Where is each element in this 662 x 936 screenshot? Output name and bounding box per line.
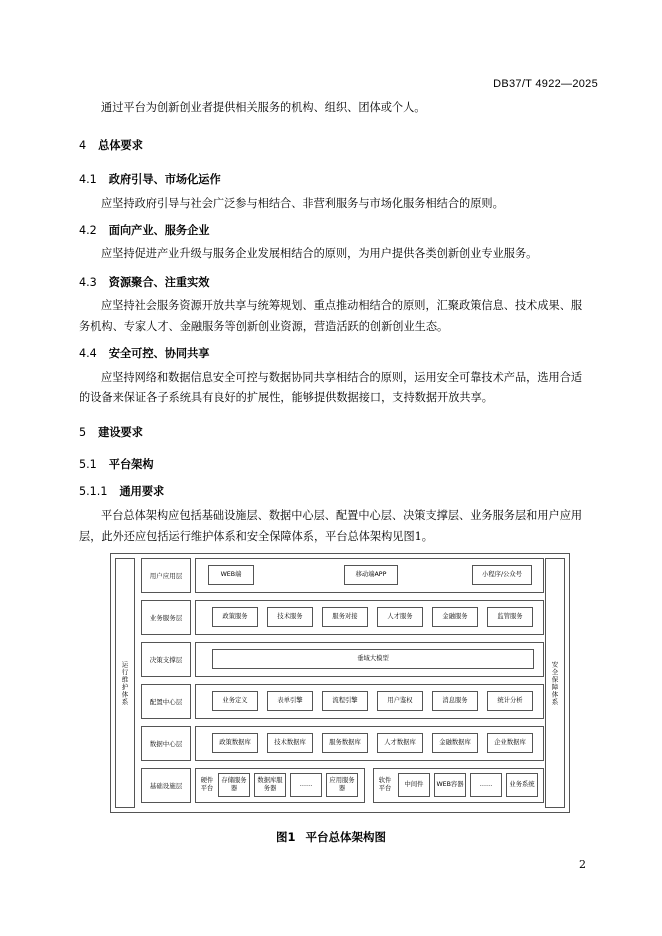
layer-item: 政策数据库: [212, 733, 258, 753]
heading-number: 4.3: [79, 276, 97, 289]
heading-title: 通用要求: [119, 485, 165, 498]
paragraph-4-4-line1: 应坚持网络和数据信息安全可控与数据协同共享相结合的原则，运用安全可靠技术产品，选用合适: [101, 371, 583, 384]
layer-item: ……: [290, 773, 322, 797]
figure-number: 图1: [275, 830, 296, 844]
layer-item: 技术数据库: [267, 733, 313, 753]
heading-4-2: [79, 222, 210, 238]
architecture-diagram: [110, 553, 570, 813]
layer-item: 数据库服务器: [254, 773, 286, 797]
layer-item: 移动端APP: [344, 565, 398, 585]
paragraph-4-1: 应坚持政府引导与社会广泛参与相结合、非营利服务与市场化服务相结合的原则。: [101, 197, 504, 210]
ops-maintenance-system: [115, 558, 135, 808]
layer-item: 企业数据库: [487, 733, 533, 753]
layer-item: 垂域大模型: [212, 649, 534, 669]
security-assurance-label: 安全保障体系: [550, 660, 559, 706]
layer-label-user-app: 用户应用层: [141, 558, 191, 593]
heading-4-4: [79, 345, 210, 361]
layer-decision-support: [195, 642, 544, 677]
paragraph-4-3-line2: 务机构、专家人才、金融服务等创新创业资源，营造活跃的创新创业生态。: [79, 320, 449, 333]
figure-title: 平台总体架构图: [305, 830, 386, 844]
heading-title: 安全可控、协同共享: [108, 347, 210, 360]
layer-label-infrastructure: 基础设施层: [141, 768, 191, 803]
layer-item: 技术服务: [267, 607, 313, 627]
layer-item: 小程序/公众号: [472, 565, 532, 585]
layer-item: 业务系统: [506, 773, 538, 797]
heading-4-3: [79, 274, 210, 290]
ops-maintenance-label: 运行维护体系: [120, 660, 129, 706]
layer-item: 中间件: [398, 773, 430, 797]
paragraph-5-1-1-line1: 平台总体架构应包括基础设施层、数据中心层、配置中心层、决策支撑层、业务服务层和用户应用: [101, 509, 583, 522]
hardware-platform-label: 硬件平台: [200, 777, 214, 792]
layer-label-business-service: 业务服务层: [141, 600, 191, 635]
heading-number: 4.2: [79, 224, 97, 237]
heading-5: [79, 424, 143, 440]
layer-item: 应用服务器: [326, 773, 358, 797]
layer-label-data-center: 数据中心层: [141, 726, 191, 761]
layer-item: 表单引擎: [267, 691, 313, 711]
heading-title: 建设要求: [98, 426, 143, 439]
layer-item: 存储服务器: [218, 773, 250, 797]
paragraph-5-1-1-line2: 层，此外还应包括运行维护体系和安全保障体系，平台总体架构见图1。: [79, 530, 433, 543]
layer-item: 人才数据库: [377, 733, 423, 753]
layer-item: ……: [470, 773, 502, 797]
heading-number: 4.1: [79, 173, 97, 186]
layer-item: 服务对接: [322, 607, 368, 627]
heading-5-1: [79, 456, 154, 472]
software-platform: [373, 768, 544, 803]
software-platform-label: 软件平台: [378, 777, 392, 792]
heading-title: 总体要求: [98, 139, 143, 152]
heading-title: 平台架构: [108, 458, 154, 471]
layer-label-config-center: 配置中心层: [141, 684, 191, 719]
heading-number: 4: [79, 139, 87, 152]
heading-5-1-1: [79, 483, 164, 499]
layer-label-decision-support: 决策支撑层: [141, 642, 191, 677]
layer-user-app: [195, 558, 544, 593]
heading-number: 5: [79, 426, 87, 439]
security-assurance-system: [545, 558, 565, 808]
layer-item: 监管服务: [487, 607, 533, 627]
document-id: DB37/T 4922—2025: [493, 78, 598, 90]
layer-item: 统计分析: [487, 691, 533, 711]
paragraph-4-4-line2: 的设备来保证各子系统具有良好的扩展性，能够提供数据接口，支持数据开放共享。: [79, 391, 493, 404]
hardware-platform: [195, 768, 365, 803]
heading-4: [79, 137, 143, 153]
layer-item: 金融数据库: [432, 733, 478, 753]
figure-caption: [0, 829, 662, 845]
heading-title: 政府引导、市场化运作: [108, 173, 221, 186]
layer-item: WEB容器: [434, 773, 466, 797]
layer-item: 用户鉴权: [377, 691, 423, 711]
layer-item: 政策服务: [212, 607, 258, 627]
layer-item: 服务数据库: [322, 733, 368, 753]
layer-item: WEB端: [208, 565, 254, 585]
heading-number: 5.1: [79, 458, 97, 471]
heading-number: 4.4: [79, 347, 97, 360]
layer-config-center: [195, 684, 544, 719]
paragraph-4-3-line1: 应坚持社会服务资源开放共享与统筹规划、重点推动相结合的原则，汇聚政策信息、技术成果、服: [101, 299, 583, 312]
heading-4-1: [79, 171, 221, 187]
layer-business-service: [195, 600, 544, 635]
heading-number: 5.1.1: [79, 485, 108, 498]
layer-data-center: [195, 726, 544, 761]
heading-title: 资源聚合、注重实效: [108, 276, 210, 289]
layer-item: 流程引擎: [322, 691, 368, 711]
paragraph-4-2: 应坚持促进产业升级与服务企业发展相结合的原则，为用户提供各类创新创业专业服务。: [101, 247, 538, 260]
layer-item: 金融服务: [432, 607, 478, 627]
page-number: 2: [579, 858, 586, 871]
layer-item: 人才服务: [377, 607, 423, 627]
layer-item: 业务定义: [212, 691, 258, 711]
layer-item: 消息服务: [432, 691, 478, 711]
heading-title: 面向产业、服务企业: [108, 224, 210, 237]
intro-paragraph: 通过平台为创新创业者提供相关服务的机构、组织、团体或个人。: [101, 101, 426, 114]
